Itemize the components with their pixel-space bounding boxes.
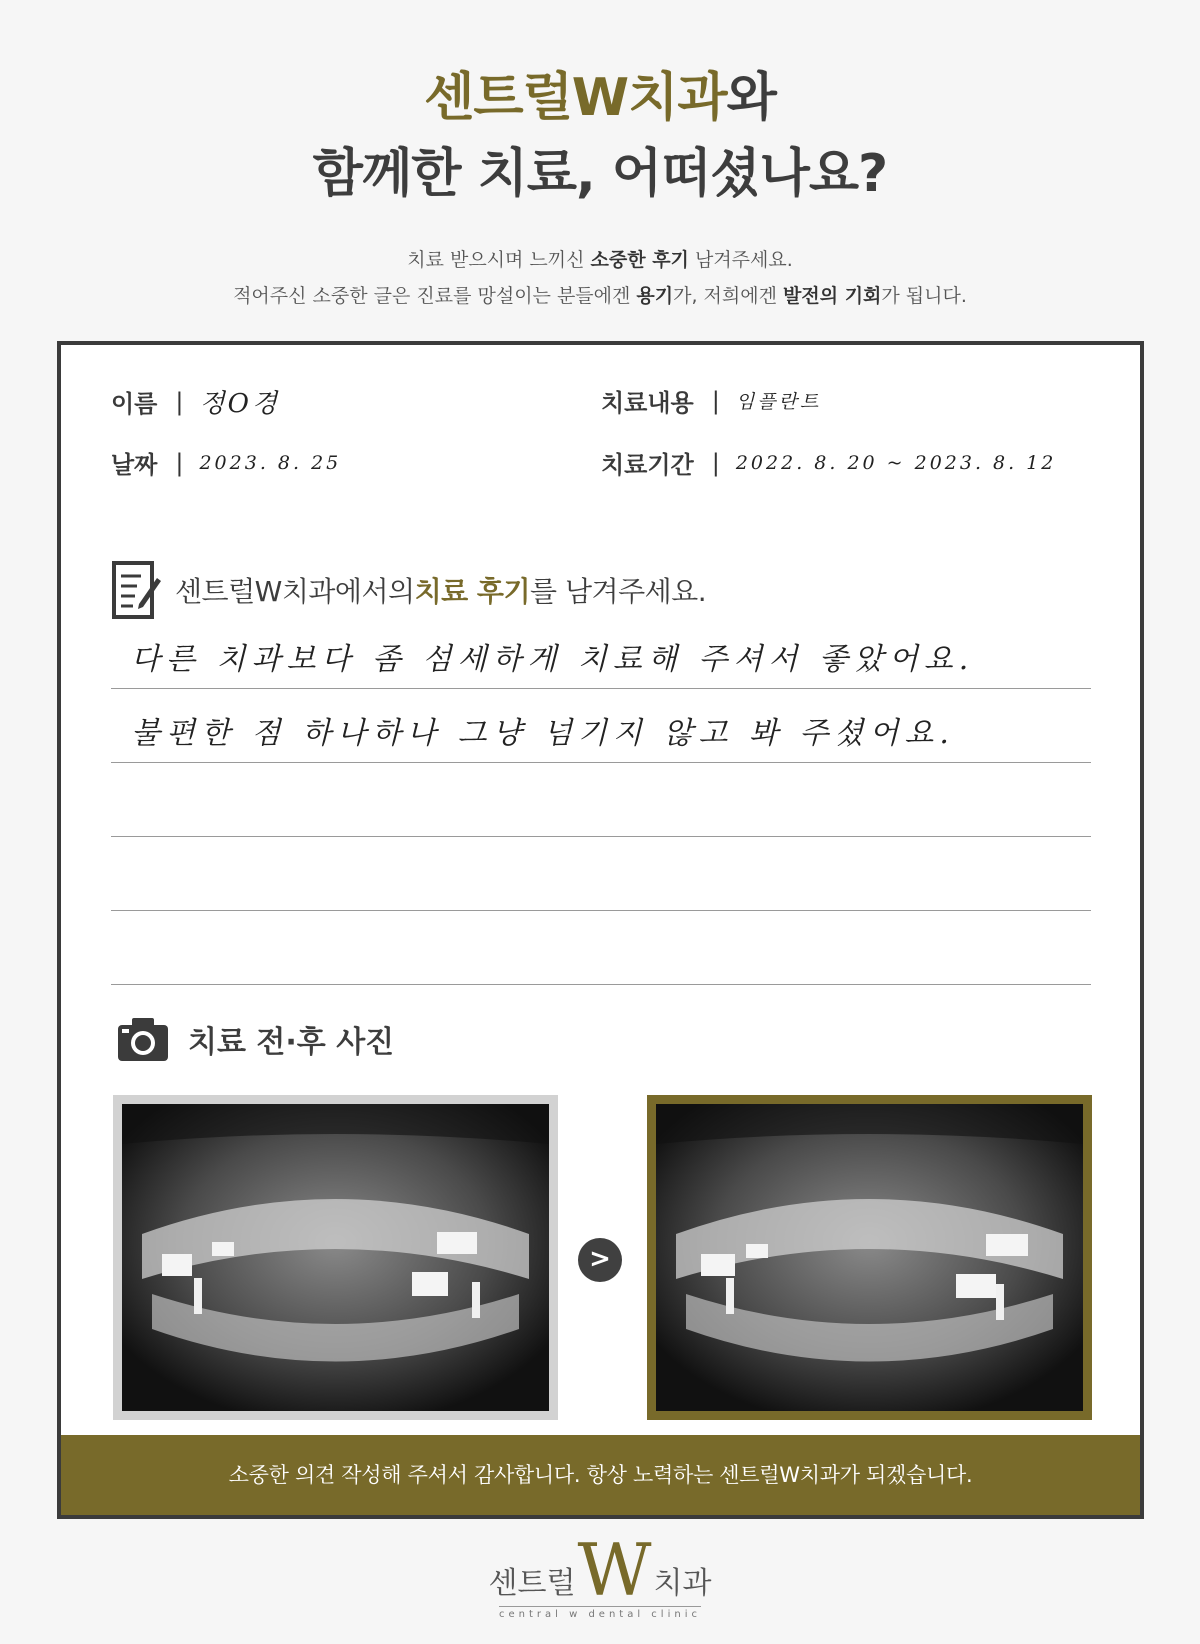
camera-icon	[116, 1015, 170, 1063]
treatment-label: 치료내용	[601, 389, 694, 417]
page-title	[0, 60, 1200, 212]
logo-w: W	[577, 1528, 652, 1612]
intro-1b: 소중한 후기	[590, 249, 689, 271]
review-card	[57, 341, 1144, 1519]
title-suffix: 와	[726, 68, 776, 128]
intro-2b: 용기	[636, 285, 674, 307]
intro-2e: 가 됩니다.	[881, 285, 967, 307]
review-line-text: 불편한 점 하나하나 그냥 넘기지 않고 봐 주셨어요.	[131, 716, 955, 751]
logo-subtitle: central w dental clinic	[499, 1606, 701, 1620]
review-heading-b: 치료 후기	[414, 575, 531, 608]
review-lines	[111, 615, 1091, 985]
logo-right: 치과	[653, 1566, 712, 1601]
title-line-2: 함께한 치료, 어떠셨나요?	[312, 144, 888, 204]
intro-2a: 적어주신 소중한 글은 진료를 망설이는 분들에겐	[233, 285, 637, 307]
photo-heading	[116, 1015, 394, 1063]
page-header	[0, 60, 1200, 314]
period-value: 2022. 8. 20 ~ 2023. 8. 12	[735, 451, 1057, 474]
period-row	[601, 445, 1056, 480]
review-line	[111, 689, 1091, 763]
intro-2d: 발전의 기회	[783, 285, 882, 307]
intro-1c: 남겨주세요.	[688, 249, 793, 271]
thank-you-banner: 소중한 의견 작성해 주셔서 감사합니다. 항상 노력하는 센트럴W치과가 되겠습니다.	[61, 1435, 1140, 1515]
date-label: 날짜	[111, 451, 158, 479]
intro-text	[0, 242, 1200, 314]
separator: |	[711, 386, 720, 415]
xray-after-image	[647, 1095, 1092, 1420]
review-line	[111, 763, 1091, 837]
review-heading	[111, 560, 706, 620]
review-line	[111, 615, 1091, 689]
photo-heading-text: 치료 전·후 사진	[188, 1025, 395, 1060]
name-label: 이름	[111, 390, 158, 418]
title-clinic-name: 센트럴W치과	[424, 68, 727, 128]
chevron-right-icon: >	[578, 1238, 622, 1282]
separator: |	[711, 448, 720, 477]
review-line-text: 다른 치과보다 좀 섬세하게 치료해 주셔서 좋았어요.	[131, 642, 975, 677]
review-line	[111, 837, 1091, 911]
name-row	[111, 383, 280, 420]
document-pen-icon	[111, 560, 161, 620]
separator: |	[175, 448, 184, 477]
review-heading-a: 센트럴W치과에서의	[175, 575, 415, 608]
logo-wordmark	[488, 1528, 712, 1612]
review-heading-c: 를 남겨주세요.	[530, 575, 707, 608]
treatment-value: 임플란트	[735, 391, 822, 413]
intro-2c: 가, 저희에겐	[673, 285, 784, 307]
review-line	[111, 911, 1091, 985]
date-row	[111, 445, 341, 480]
date-value: 2023. 8. 25	[199, 451, 342, 474]
intro-1a: 치료 받으시며 느끼신	[407, 249, 591, 271]
clinic-logo	[0, 1528, 1200, 1621]
xray-before-image	[113, 1095, 558, 1420]
logo-left: 센트럴	[488, 1566, 576, 1601]
period-label: 치료기간	[601, 451, 694, 479]
name-value: 정O경	[199, 389, 281, 419]
separator: |	[175, 387, 184, 416]
treatment-row	[601, 383, 821, 418]
